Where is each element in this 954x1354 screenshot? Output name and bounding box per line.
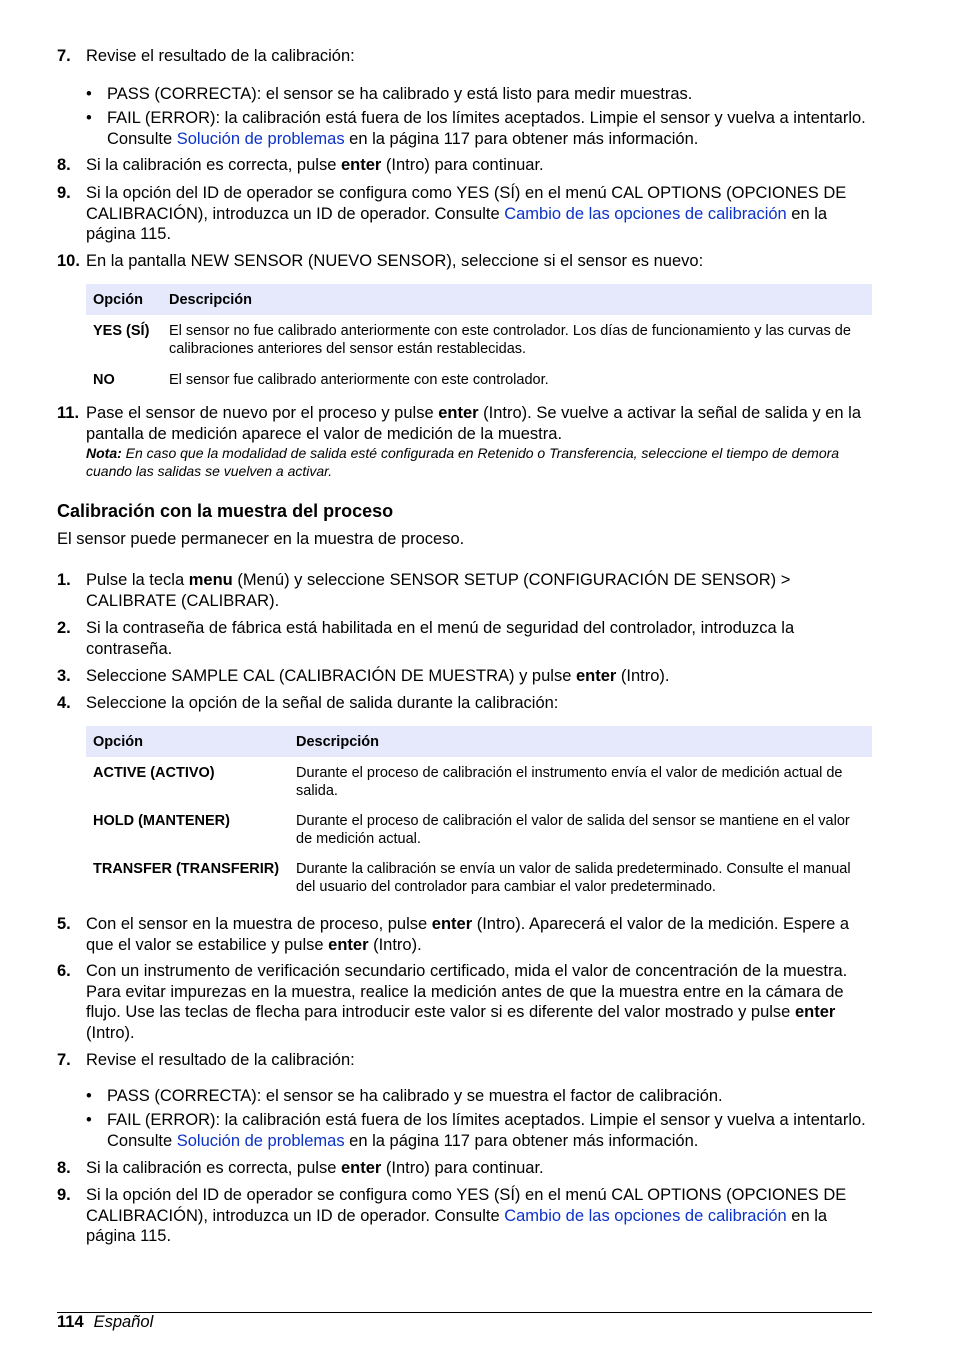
step-5 — [57, 914, 872, 955]
bullet-fail — [86, 1110, 872, 1151]
section-intro: El sensor puede permanecer en la muestra de proceso. — [57, 530, 465, 548]
troubleshooting-link[interactable]: Solución de problemas — [176, 1131, 345, 1150]
description-cell: Durante el proceso de calibración el valor de salida del sensor se mantiene en el valor de medición actual. — [296, 813, 850, 847]
note-label: Nota: — [86, 445, 122, 461]
step-9 — [57, 183, 872, 245]
table-row — [86, 806, 872, 854]
table-row — [86, 757, 872, 806]
step-11 — [57, 403, 872, 444]
step-text: Revise el resultado de la calibración: — [86, 47, 355, 65]
step-number: 7. — [57, 1051, 71, 1069]
step-number: 7. — [57, 47, 71, 65]
step-7 — [57, 46, 872, 67]
step-9b — [57, 1185, 872, 1247]
footer — [57, 1311, 153, 1333]
step-1 — [57, 570, 872, 611]
step-text: En la pantalla NEW SENSOR (NUEVO SENSOR), seleccione si el sensor es nuevo: — [86, 252, 704, 270]
step-text: Si la contraseña de fábrica está habilitada en el menú de seguridad del controlador, introduzca la contraseña. — [86, 619, 795, 658]
step-7b — [57, 1050, 872, 1071]
bullet-pass — [86, 84, 872, 105]
step-text: Si la opción del ID de operador se configura como YES (SÍ) en el menú CAL OPTIONS (OPCIONES DE CALIBRACIÓN), introduzca un ID de operador. Consulte Cambio de las opciones de calibración en la página 115. — [86, 184, 847, 243]
cal-options-link[interactable]: Cambio de las opciones de calibración — [504, 1206, 787, 1225]
bullet-fail — [86, 108, 872, 149]
new-sensor-options-table — [86, 284, 872, 395]
option-cell: ACTIVE (ACTIVO) — [93, 765, 215, 781]
step-number: 2. — [57, 619, 71, 637]
table-header — [86, 726, 872, 757]
option-cell: HOLD (MANTENER) — [93, 813, 230, 829]
page-number: 114 — [57, 1313, 84, 1331]
note-text: En caso que la modalidad de salida esté configurada en Retenido o Transferencia, seleccione el tiempo de demora cuando las salidas se vuelven a activar. — [86, 445, 840, 479]
bullet-icon: • — [86, 1087, 92, 1105]
step-text: Pase el sensor de nuevo por el proceso y pulse enter (Intro). Se vuelve a activar la señal de salida y en la pantalla de medición aparece el valor de medición de la muestra. — [86, 404, 862, 443]
header-option: Opción — [86, 726, 289, 757]
step-text: Pulse la tecla menu (Menú) y seleccione SENSOR SETUP (CONFIGURACIÓN DE SENSOR) > CALIBRATE (CALIBRAR). — [86, 571, 791, 610]
step-number: 1. — [57, 571, 71, 589]
step-number: 9. — [57, 184, 71, 202]
step-number: 8. — [57, 1159, 71, 1177]
step-number: 9. — [57, 1186, 71, 1204]
step-6 — [57, 961, 872, 1043]
step-number: 5. — [57, 915, 71, 933]
table-row — [86, 364, 872, 395]
bullet-text: PASS (CORRECTA): el sensor se ha calibrado y se muestra el factor de calibración. — [107, 1087, 723, 1105]
footer-language: Español — [93, 1313, 154, 1331]
step-2 — [57, 618, 872, 659]
step-text: Revise el resultado de la calibración: — [86, 1051, 355, 1069]
option-cell: NO — [93, 372, 115, 388]
option-cell: YES (SÍ) — [93, 323, 150, 339]
option-cell: TRANSFER (TRANSFERIR) — [93, 861, 280, 877]
table-row — [86, 854, 872, 902]
description-cell: Durante la calibración se envía un valor de salida predeterminado. Consulte el manual del usuario del controlador para cambiar el valor predeterminado. — [296, 861, 851, 895]
table-header — [86, 284, 872, 315]
description-cell: El sensor fue calibrado anteriormente con este controlador. — [169, 372, 549, 388]
bullet-pass — [86, 1086, 872, 1107]
bullet-icon: • — [86, 85, 92, 103]
step-number: 3. — [57, 667, 71, 685]
step-4 — [57, 693, 872, 714]
description-cell: Durante el proceso de calibración el instrumento envía el valor de medición actual de salida. — [296, 765, 843, 799]
step-number: 11. — [57, 404, 80, 422]
step-number: 8. — [57, 156, 71, 174]
cal-options-link[interactable]: Cambio de las opciones de calibración — [504, 204, 787, 223]
step-text: Seleccione la opción de la señal de salida durante la calibración: — [86, 694, 559, 712]
header-description: Descripción — [289, 726, 872, 757]
step-text: Si la opción del ID de operador se configura como YES (SÍ) en el menú CAL OPTIONS (OPCIONES DE CALIBRACIÓN), introduzca un ID de operador. Consulte Cambio de las opciones de calibración en la página 115. — [86, 1186, 847, 1245]
step-text: Si la calibración es correcta, pulse enter (Intro) para continuar. — [86, 1159, 544, 1177]
footer-divider — [57, 1312, 872, 1313]
section-title: Calibración con la muestra del proceso — [57, 501, 394, 521]
note — [86, 444, 872, 480]
bullet-icon: • — [86, 109, 92, 127]
step-number: 4. — [57, 694, 71, 712]
step-text: Si la calibración es correcta, pulse enter (Intro) para continuar. — [86, 156, 544, 174]
step-number: 6. — [57, 962, 71, 980]
output-signal-options-table — [86, 726, 872, 902]
bullet-text: FAIL (ERROR): la calibración está fuera de los límites aceptados. Limpie el sensor y vuelva a intentarlo. Consulte Solución de problemas en la página 117 para obtener más información. — [107, 1111, 866, 1150]
troubleshooting-link[interactable]: Solución de problemas — [176, 129, 345, 148]
step-number: 10. — [57, 252, 80, 270]
header-option: Opción — [86, 284, 162, 315]
step-text: Con el sensor en la muestra de proceso, pulse enter (Intro). Aparecerá el valor de la medición. Espere a que el valor se estabilice y pulse enter (Intro). — [86, 915, 850, 954]
bullet-icon: • — [86, 1111, 92, 1129]
step-8 — [57, 155, 872, 176]
header-description: Descripción — [162, 284, 872, 315]
step-3 — [57, 666, 872, 687]
bullet-text: PASS (CORRECTA): el sensor se ha calibrado y está listo para medir muestras. — [107, 85, 693, 103]
step-8b — [57, 1158, 872, 1179]
step-text: Seleccione SAMPLE CAL (CALIBRACIÓN DE MUESTRA) y pulse enter (Intro). — [86, 667, 670, 685]
step-10 — [57, 251, 872, 272]
description-cell: El sensor no fue calibrado anteriormente con este controlador. Los días de funcionamiento y las curvas de calibraciones anteriores del sensor están restablecidas. — [169, 323, 851, 357]
table-row — [86, 315, 872, 364]
bullet-text: FAIL (ERROR): la calibración está fuera de los límites aceptados. Limpie el sensor y vuelva a intentarlo. Consulte Solución de problemas en la página 117 para obtener más información. — [107, 109, 866, 148]
step-text: Con un instrumento de verificación secundario certificado, mida el valor de concentración de la muestra. Para evitar impurezas en la muestra, realice la medición antes de que la muestra entre en la cámara de flujo. Use las teclas de flecha para introducir este valor si es diferente del valor mostrado y pulse enter (Intro). — [86, 962, 848, 1042]
